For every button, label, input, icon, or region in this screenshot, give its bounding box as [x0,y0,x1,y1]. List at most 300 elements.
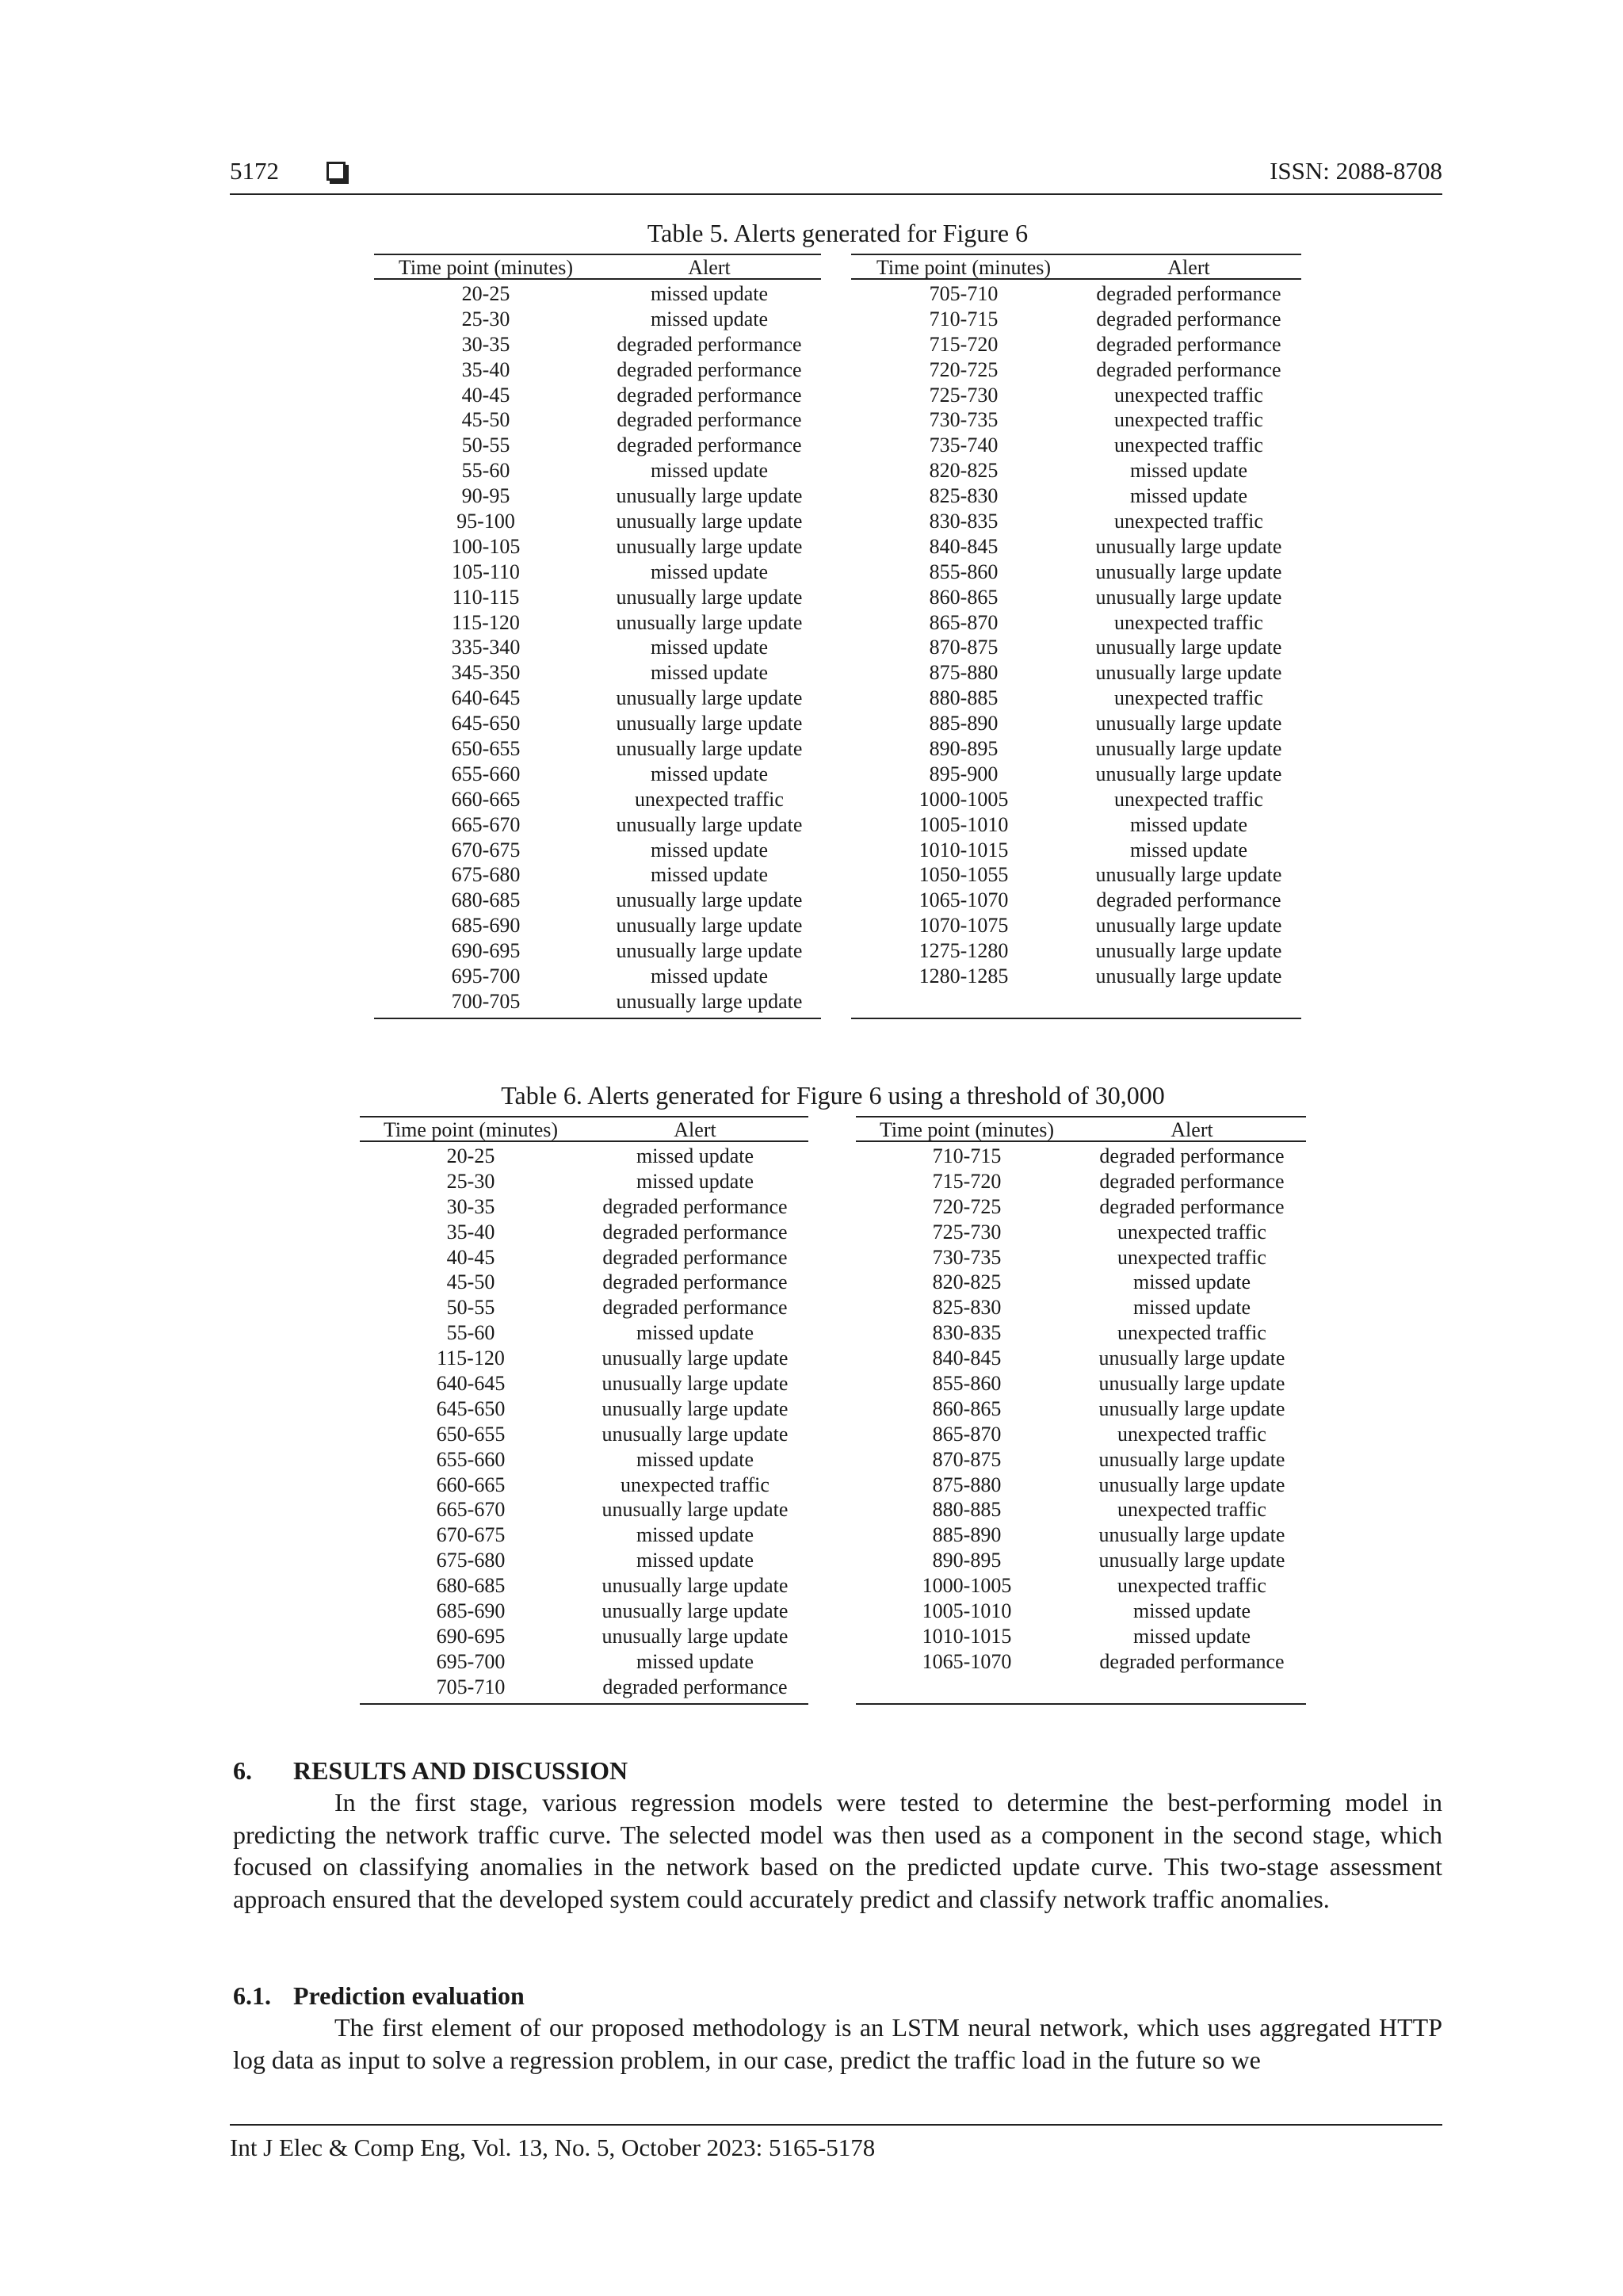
time-point-cell: 675-680 [436,1549,506,1572]
time-point-cell: 1065-1070 [922,1649,1012,1673]
table-row [374,762,821,787]
table-row [374,534,821,560]
table-row [360,1548,808,1573]
footer-citation: Int J Elec & Comp Eng, Vol. 13, No. 5, October 2023: 5165-5178 [230,2134,876,2161]
alert-cell: unusually large update [601,1396,789,1420]
table-row [374,509,821,534]
table-row [360,1320,808,1346]
time-point-cell: 720-725 [932,1194,1002,1218]
time-point-cell: 45-50 [461,408,510,432]
table-row [360,1624,808,1649]
table6-right [856,1116,1306,1705]
alert-cell: unexpected traffic [1117,1245,1266,1269]
time-point-cell: 880-885 [932,1498,1002,1522]
time-point-cell: 715-720 [932,1169,1002,1193]
alert-cell: missed update [650,762,769,785]
time-point-cell: 720-725 [929,357,999,381]
table-row [360,1447,808,1473]
time-point-cell: 870-875 [929,636,999,659]
table-row [374,560,821,585]
table-row [851,560,1301,585]
time-point-cell: 1005-1010 [918,812,1009,836]
table-row [851,964,1301,989]
time-point-cell: 685-690 [451,914,521,938]
alert-cell: unusually large update [1095,661,1282,685]
table-row [374,964,821,989]
table-row [374,888,821,913]
alert-cell: missed update [1132,1270,1251,1294]
time-point-cell: 20-25 [461,282,510,305]
table-row [374,660,821,686]
table-row [374,938,821,964]
time-point-cell: 55-60 [461,459,510,483]
alert-cell: unexpected traffic [1114,383,1263,407]
col-time-header: Time point (minutes) [383,1118,559,1141]
time-point-cell: 1050-1055 [918,863,1009,887]
table-row [851,281,1301,307]
alert-cell: degraded performance [602,1194,788,1218]
table-row [851,458,1301,483]
alert-cell: unusually large update [1098,1447,1285,1471]
table-row [374,736,821,762]
table5-left [374,254,821,1019]
section-title: RESULTS AND DISCUSSION [293,1756,628,1785]
table-row [856,1194,1306,1220]
table5-right [851,254,1301,1019]
time-point-cell: 730-735 [932,1245,1002,1269]
time-point-cell: 660-665 [436,1473,506,1496]
table-row [360,1573,808,1599]
table-row [360,1270,808,1295]
alert-cell: missed update [650,282,769,305]
table-body [851,280,1301,1019]
alert-cell: missed update [650,965,769,988]
time-point-cell: 670-675 [436,1523,506,1547]
table-row [360,1295,808,1320]
alert-cell: missed update [650,636,769,659]
time-point-cell: 860-865 [929,585,999,609]
table6-left [360,1116,808,1705]
table-row [374,433,821,458]
alert-cell: unusually large update [601,1347,789,1370]
alert-cell: unexpected traffic [1114,510,1263,533]
table-row [374,686,821,711]
time-point-cell: 1065-1070 [918,888,1009,912]
alert-cell: degraded performance [617,408,802,432]
alert-cell: unusually large update [1095,585,1282,609]
alert-cell: degraded performance [1099,1169,1285,1193]
alert-cell: unusually large update [1095,965,1282,988]
table-row [856,1548,1306,1573]
table-row [856,1245,1306,1270]
time-point-cell: 55-60 [446,1321,495,1345]
table-row [856,1371,1306,1396]
time-point-cell: 670-675 [451,838,521,861]
issn: ISSN: 2088-8708 [1270,157,1442,185]
alert-cell: unusually large update [1095,939,1282,963]
alert-cell: unexpected traffic [1117,1574,1266,1598]
time-point-cell: 730-735 [929,408,999,432]
time-point-cell: 35-40 [461,357,510,381]
table-row [856,1649,1306,1675]
alert-cell: unexpected traffic [1117,1498,1266,1522]
section-number: 6. [233,1756,252,1785]
table-row [851,383,1301,408]
time-point-cell: 820-825 [929,459,999,483]
time-point-cell: 865-870 [932,1422,1002,1446]
time-point-cell: 645-650 [436,1396,506,1420]
table-row [360,1473,808,1498]
time-point-cell: 875-880 [929,661,999,685]
col-time-header: Time point (minutes) [879,1118,1055,1141]
time-point-cell: 1275-1280 [918,939,1009,963]
table-row [856,1422,1306,1447]
alert-cell: unusually large update [1095,636,1282,659]
time-point-cell: 885-890 [932,1523,1002,1547]
time-point-cell: 675-680 [451,863,521,887]
table-row [360,1396,808,1422]
time-point-cell: 865-870 [929,610,999,634]
time-point-cell: 1280-1285 [918,965,1009,988]
alert-cell: unusually large update [616,686,803,710]
time-point-cell: 855-860 [929,560,999,583]
time-point-cell: 820-825 [932,1270,1002,1294]
time-point-cell: 680-685 [451,888,521,912]
time-point-cell: 700-705 [451,989,521,1013]
table-row [851,534,1301,560]
table-row [360,1599,808,1624]
table-body [856,1142,1306,1705]
time-point-cell: 115-120 [452,610,520,634]
table-row [374,812,821,838]
time-point-cell: 825-830 [929,484,999,508]
table-body [360,1142,808,1705]
table-row [851,407,1301,433]
table-row [374,913,821,938]
table-row [360,1220,808,1245]
table-row [374,635,821,660]
alert-cell: unusually large update [616,914,803,938]
table-row [851,787,1301,812]
time-point-cell: 40-45 [461,383,510,407]
section-heading [233,1755,1442,1786]
table-row [360,1371,808,1396]
time-point-cell: 860-865 [932,1396,1002,1420]
alert-cell: unusually large update [1098,1549,1285,1572]
alert-cell: missed update [1132,1296,1251,1320]
alert-cell: unusually large update [1095,560,1282,583]
alert-cell: missed update [650,863,769,887]
time-point-cell: 875-880 [932,1473,1002,1496]
alert-cell: degraded performance [1096,888,1281,912]
table-row [360,1649,808,1675]
alert-cell: unusually large update [1095,762,1282,785]
alert-cell: missed update [636,1523,754,1547]
col-alert-header: Alert [674,1118,716,1141]
table-row [851,660,1301,686]
alert-cell: unusually large update [1098,1523,1285,1547]
subsection-number: 6.1. [233,1981,271,2010]
time-point-cell: 30-35 [446,1194,495,1218]
time-point-cell: 20-25 [446,1144,495,1167]
time-point-cell: 1070-1075 [918,914,1009,938]
alert-cell: unexpected traffic [1114,408,1263,432]
alert-cell: unexpected traffic [1114,610,1263,634]
subsection-paragraph: The first element of our proposed methodology is an LSTM neural network, which uses aggregated HTTP log data as input to solve a regression problem, in our case, predict the traffic load in the future so we [233,2013,1442,2074]
table-row [851,711,1301,736]
table-row [851,483,1301,509]
table-row [856,1522,1306,1548]
page-header [230,155,1442,195]
time-point-cell: 895-900 [929,762,999,785]
table-row [856,1396,1306,1422]
alert-cell: unusually large update [616,888,803,912]
time-point-cell: 710-715 [929,307,999,330]
time-point-cell: 695-700 [451,965,521,988]
table-row [851,610,1301,636]
time-point-cell: 890-895 [929,737,999,761]
alert-cell: unusually large update [601,1372,789,1396]
alert-cell: unusually large update [1095,914,1282,938]
alert-cell: unusually large update [601,1498,789,1522]
table-row [360,1422,808,1447]
alert-cell: missed update [1129,484,1248,508]
table6-caption: Table 6. Alerts generated for Figure 6 using a threshold of 30,000 [501,1081,1165,1110]
table-row [374,787,821,812]
alert-cell: missed update [650,459,769,483]
table-row [374,357,821,383]
alert-cell: missed update [1132,1624,1251,1648]
time-point-cell: 705-710 [929,282,999,305]
time-point-cell: 650-655 [451,737,521,761]
time-point-cell: 1000-1005 [918,787,1009,811]
table-row [851,433,1301,458]
time-point-cell: 95-100 [456,510,515,533]
table-row [360,1522,808,1548]
time-point-cell: 705-710 [436,1675,506,1698]
alert-cell: unusually large update [616,585,803,609]
time-point-cell: 690-695 [451,939,521,963]
table-row [856,1473,1306,1498]
table-row [851,938,1301,964]
alert-cell: unusually large update [601,1624,789,1648]
table-row [851,862,1301,888]
time-point-cell: 885-890 [929,712,999,735]
time-point-cell: 110-115 [452,585,520,609]
time-point-cell: 100-105 [451,534,521,558]
alert-cell: degraded performance [1096,332,1281,356]
table-row [856,1599,1306,1624]
table-row [360,1346,808,1371]
table-header [360,1116,808,1142]
col-alert-header: Alert [688,256,731,279]
table-row [374,838,821,863]
table-row [360,1169,808,1194]
time-point-cell: 40-45 [446,1245,495,1269]
alert-cell: degraded performance [1099,1194,1285,1218]
table-row [360,1194,808,1220]
table-row [851,332,1301,357]
alert-cell: unusually large update [1095,534,1282,558]
square-bullet-icon [327,162,346,181]
section-prediction-evaluation [233,1980,1442,2076]
time-point-cell: 1005-1010 [922,1599,1012,1623]
col-time-header: Time point (minutes) [398,256,574,279]
alert-cell: missed update [636,1649,754,1673]
table-header [851,254,1301,280]
alert-cell: degraded performance [617,357,802,381]
table-row [374,383,821,408]
alert-cell: unusually large update [1095,863,1282,887]
time-point-cell: 825-830 [932,1296,1002,1320]
alert-cell: degraded performance [617,332,802,356]
alert-cell: missed update [636,1321,754,1345]
time-point-cell: 855-860 [932,1372,1002,1396]
table-row [374,610,821,636]
alert-cell: missed update [636,1549,754,1572]
alert-cell: degraded performance [1099,1144,1285,1167]
page-number: 5172 [230,157,279,185]
table-row [360,1245,808,1270]
alert-cell: missed update [636,1169,754,1193]
time-point-cell: 45-50 [446,1270,495,1294]
table-row [856,1573,1306,1599]
alert-cell: unexpected traffic [1117,1422,1266,1446]
alert-cell: degraded performance [1096,307,1281,330]
table-body [374,280,821,1019]
alert-cell: unusually large update [616,610,803,634]
time-point-cell: 640-645 [451,686,521,710]
time-point-cell: 890-895 [932,1549,1002,1572]
alert-cell: unusually large update [616,812,803,836]
time-point-cell: 665-670 [451,812,521,836]
table-row [851,812,1301,838]
alert-cell: missed update [650,661,769,685]
table-row [374,332,821,357]
section-results [233,1755,1442,1915]
table-row [374,281,821,307]
section-paragraph: In the first stage, various regression models were tested to determine the best-performing model in predicting the network traffic curve. The selected model was then used as a component in the second stage, which focused on classifying anomalies in the network based on the predicted update curve. This two-stage assessment approach ensured that the developed system could accurately predict and classify network traffic anomalies. [233,1788,1442,1913]
table-row [360,1675,808,1700]
time-point-cell: 90-95 [461,484,510,508]
table-row [851,913,1301,938]
table-row [856,1320,1306,1346]
time-point-cell: 115-120 [437,1347,505,1370]
alert-cell: degraded performance [602,1245,788,1269]
time-point-cell: 650-655 [436,1422,506,1446]
time-point-cell: 335-340 [451,636,521,659]
col-time-header: Time point (minutes) [876,256,1052,279]
time-point-cell: 1010-1015 [922,1624,1012,1648]
table-row [856,1220,1306,1245]
time-point-cell: 665-670 [436,1498,506,1522]
time-point-cell: 105-110 [452,560,520,583]
alert-cell: degraded performance [1099,1649,1285,1673]
table-row [851,357,1301,383]
alert-cell: unusually large update [616,712,803,735]
alert-cell: missed update [636,1144,754,1167]
alert-cell: unusually large update [1098,1347,1285,1370]
time-point-cell: 690-695 [436,1624,506,1648]
table-header [856,1116,1306,1142]
alert-cell: unusually large update [616,534,803,558]
time-point-cell: 30-35 [461,332,510,356]
alert-cell: unusually large update [1098,1372,1285,1396]
page-footer [230,2124,1442,2162]
table-row [851,635,1301,660]
table-row [851,307,1301,332]
table-row [851,585,1301,610]
alert-cell: unusually large update [616,939,803,963]
table-row [856,1270,1306,1295]
time-point-cell: 645-650 [451,712,521,735]
time-point-cell: 345-350 [451,661,521,685]
alert-cell: unusually large update [1095,712,1282,735]
time-point-cell: 50-55 [461,434,510,457]
alert-cell: unusually large update [601,1574,789,1598]
time-point-cell: 50-55 [446,1296,495,1320]
alert-cell: degraded performance [617,434,802,457]
time-point-cell: 725-730 [929,383,999,407]
alert-cell: unusually large update [616,510,803,533]
alert-cell: unusually large update [1098,1473,1285,1496]
time-point-cell: 35-40 [446,1220,495,1244]
alert-cell: degraded performance [602,1675,788,1698]
table-row [374,407,821,433]
time-point-cell: 725-730 [932,1220,1002,1244]
alert-cell: unexpected traffic [1117,1321,1266,1345]
subsection-heading [233,1980,1442,2011]
table-row [374,989,821,1014]
alert-cell: unexpected traffic [1114,686,1263,710]
alert-cell: degraded performance [602,1270,788,1294]
time-point-cell: 685-690 [436,1599,506,1623]
alert-cell: missed update [1129,838,1248,861]
time-point-cell: 655-660 [436,1447,506,1471]
time-point-cell: 640-645 [436,1372,506,1396]
alert-cell: unusually large update [1095,737,1282,761]
table-row [360,1144,808,1169]
time-point-cell: 715-720 [929,332,999,356]
alert-cell: missed update [1129,459,1248,483]
time-point-cell: 1010-1015 [918,838,1009,861]
time-point-cell: 870-875 [932,1447,1002,1471]
time-point-cell: 25-30 [461,307,510,330]
alert-cell: missed update [650,307,769,330]
alert-cell: degraded performance [602,1296,788,1320]
table-row [360,1497,808,1522]
time-point-cell: 880-885 [929,686,999,710]
alert-cell: unexpected traffic [621,1473,769,1496]
table-row [856,1346,1306,1371]
table-row [856,1295,1306,1320]
time-point-cell: 830-835 [932,1321,1002,1345]
table-row [856,1144,1306,1169]
time-point-cell: 1000-1005 [922,1574,1012,1598]
table-row [851,736,1301,762]
time-point-cell: 710-715 [932,1144,1002,1167]
table-row [851,888,1301,913]
time-point-cell: 830-835 [929,510,999,533]
alert-cell: unusually large update [616,737,803,761]
table-row [851,838,1301,863]
alert-cell: unexpected traffic [1114,787,1263,811]
alert-cell: unexpected traffic [1117,1220,1266,1244]
col-alert-header: Alert [1170,1118,1213,1141]
time-point-cell: 680-685 [436,1574,506,1598]
subsection-title: Prediction evaluation [293,1981,525,2010]
alert-cell: unusually large update [616,989,803,1013]
